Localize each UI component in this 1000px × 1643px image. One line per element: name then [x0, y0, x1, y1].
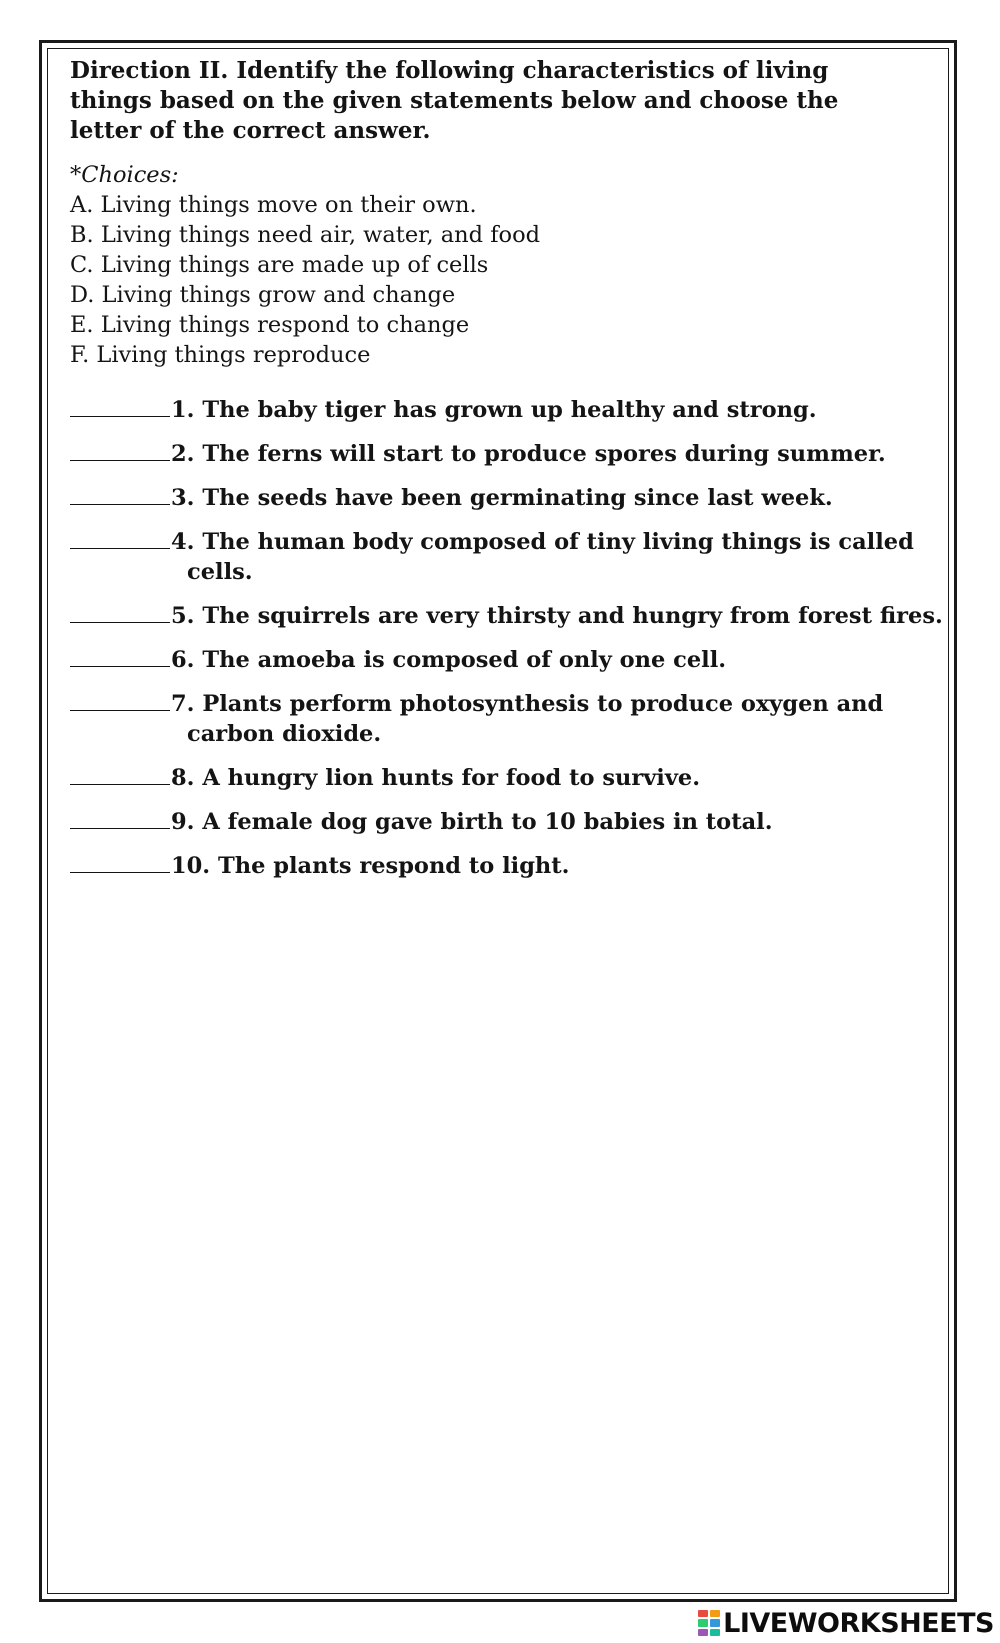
choice-item: B. Living things need air, water, and food — [70, 222, 541, 248]
question-number: 4. — [171, 529, 195, 555]
question-text: A hungry lion hunts for food to survive. — [202, 765, 701, 791]
question-item — [70, 600, 950, 631]
answer-blank[interactable] — [70, 644, 170, 667]
logo-square — [698, 1610, 708, 1617]
question-text: The seeds have been germinating since last week. — [202, 485, 833, 511]
logo-square — [710, 1619, 720, 1626]
answer-blank[interactable] — [70, 688, 170, 711]
question-number: 7. — [171, 691, 195, 717]
question-text: A female dog gave birth to 10 babies in total. — [202, 809, 773, 835]
question-item — [70, 644, 950, 675]
question-text: The amoeba is composed of only one cell. — [202, 647, 727, 673]
question-item — [70, 394, 950, 425]
question-text: The human body composed of tiny living things is called cells. — [187, 529, 914, 585]
worksheet-content — [70, 56, 950, 894]
questions-list — [70, 394, 950, 881]
logo-icon — [698, 1610, 720, 1636]
question-item — [70, 850, 950, 881]
answer-blank[interactable] — [70, 482, 170, 505]
question-number: 2. — [171, 441, 195, 467]
choices-title: *Choices: — [70, 162, 179, 188]
question-number: 5. — [171, 603, 195, 629]
question-number: 10. — [171, 853, 211, 879]
question-number: 8. — [171, 765, 195, 791]
direction-heading: Direction II. Identify the following characteristics of living things based on the given statements below and choose the letter of the correct answer. — [70, 57, 839, 144]
question-number: 1. — [171, 397, 195, 423]
choice-item: C. Living things are made up of cells — [70, 252, 489, 278]
answer-blank[interactable] — [70, 806, 170, 829]
choices-list — [70, 160, 950, 370]
answer-blank[interactable] — [70, 438, 170, 461]
question-item — [70, 806, 950, 837]
question-number: 9. — [171, 809, 195, 835]
choice-item: A. Living things move on their own. — [70, 192, 477, 218]
logo-square — [710, 1629, 720, 1636]
logo-square — [698, 1629, 708, 1636]
question-number: 6. — [171, 647, 195, 673]
question-item — [70, 482, 950, 513]
answer-blank[interactable] — [70, 526, 170, 549]
question-item — [70, 688, 950, 749]
answer-blank[interactable] — [70, 394, 170, 417]
question-text: The ferns will start to produce spores during summer. — [202, 441, 886, 467]
question-text: The plants respond to light. — [218, 853, 570, 879]
question-item — [70, 762, 950, 793]
liveworksheets-logo[interactable] — [698, 1605, 994, 1641]
logo-text: LIVEWORKSHEETS — [723, 1607, 994, 1639]
logo-square — [710, 1610, 720, 1617]
question-number: 3. — [171, 485, 195, 511]
question-text: The squirrels are very thirsty and hungry from forest fires. — [202, 603, 943, 629]
question-item — [70, 526, 950, 587]
logo-square — [698, 1619, 708, 1626]
answer-blank[interactable] — [70, 850, 170, 873]
answer-blank[interactable] — [70, 600, 170, 623]
question-text: Plants perform photosynthesis to produce oxygen and carbon dioxide. — [187, 691, 884, 747]
choice-item: E. Living things respond to change — [70, 312, 470, 338]
choice-item: F. Living things reproduce — [70, 342, 371, 368]
answer-blank[interactable] — [70, 762, 170, 785]
question-text: The baby tiger has grown up healthy and strong. — [202, 397, 817, 423]
question-item — [70, 438, 950, 469]
choice-item: D. Living things grow and change — [70, 282, 456, 308]
